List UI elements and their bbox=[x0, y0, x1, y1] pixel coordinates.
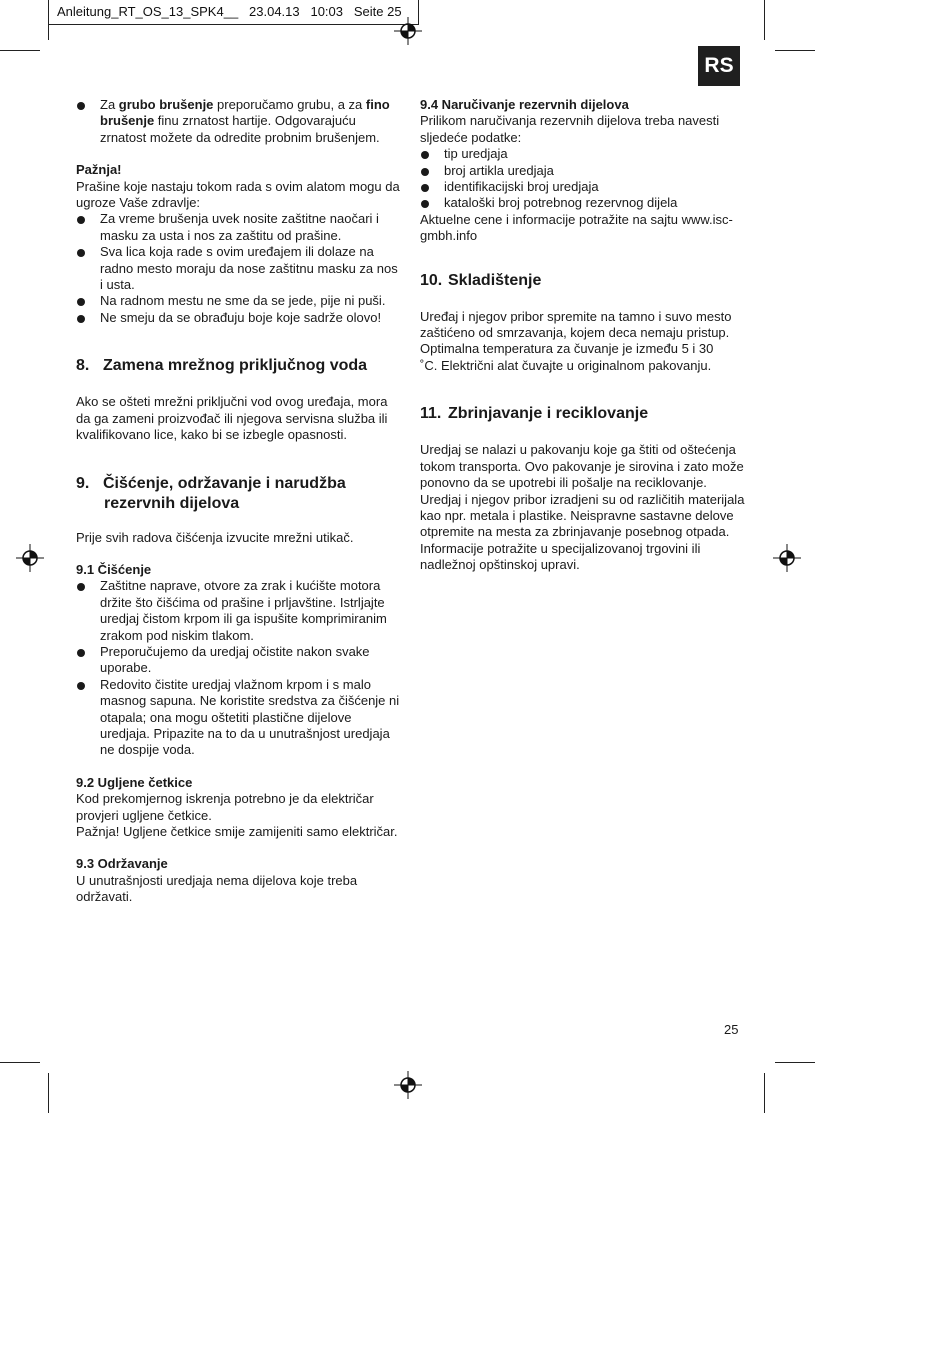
crop-mark bbox=[775, 50, 815, 51]
section-number: 10. bbox=[420, 271, 443, 289]
crop-mark bbox=[0, 1062, 40, 1063]
section-title-cont: rezervnih dijelova bbox=[104, 494, 240, 512]
section-10-text: Uređaj i njegov pribor spremite na tamno i suvo mesto zaštićeno od smrzavanja, kojem deca nemaju pristup. Optimalna temperatura za čuvanje je između 5 i 30 bbox=[420, 308, 732, 357]
caution-text: Prašine koje nastaju tokom rada s ovim alatom mogu da ugroze Vaše zdravlje: bbox=[76, 178, 400, 211]
slug-file: Anleitung_RT_OS_13_SPK4__ bbox=[57, 4, 239, 19]
section-title: Zamena mrežnog priključnog voda bbox=[103, 357, 368, 375]
list-item: Ne smeju da se obrađuju boje koje sadrže olovo! bbox=[76, 310, 400, 326]
section-11-heading bbox=[420, 404, 746, 424]
list-item: broj artikla uredjaja bbox=[420, 163, 746, 179]
crop-mark bbox=[48, 0, 49, 40]
registration-mark-icon bbox=[394, 17, 422, 45]
crop-mark bbox=[48, 1073, 49, 1113]
section-9-heading bbox=[76, 474, 400, 514]
crop-mark bbox=[764, 0, 765, 40]
section-number: 11. bbox=[420, 405, 442, 423]
registration-mark-icon bbox=[16, 544, 44, 572]
list-item: Preporučujemo da uredjaj očistite nakon svake uporabe. bbox=[76, 644, 400, 677]
section-number: 8. bbox=[76, 357, 90, 375]
section-9-intro: Prije svih radova čišćenja izvucite mrežni utikač. bbox=[76, 529, 354, 545]
language-badge: RS bbox=[698, 46, 740, 86]
subsection-9-3-title: 9.3 Održavanje bbox=[76, 856, 168, 872]
crop-mark bbox=[775, 1062, 815, 1063]
subsection-9-2-text: Pažnja! Ugljene četkice smije zamijeniti samo električar. bbox=[76, 824, 398, 839]
list-item: Zaštitne naprave, otvore za zrak i kućište motora držite što čišćima od prašine i prljavštine. Istrljajte uredjaj čistom krpom ili ga ispušite komprimiranim zrakom pod niskim tlakom. bbox=[76, 578, 400, 644]
section-8-text: Ako se ošteti mrežni priključni vod ovog uređaja, mora da ga zameni proizvođač ili njegova servisna služba ili kvalifikovano lice, kako bi se izbegle opasnosti. bbox=[76, 394, 388, 443]
crop-mark bbox=[764, 1073, 765, 1113]
registration-mark-icon bbox=[773, 544, 801, 572]
page-number: 25 bbox=[724, 1022, 739, 1037]
list-item: Za vreme brušenja uvek nosite zaštitne naočari i masku za usta i nos za zaštitu od prašine. bbox=[76, 211, 400, 244]
subsection-9-3-text: U unutrašnjosti uredjaja nema dijelova koje treba održavati. bbox=[76, 872, 358, 905]
cleaning-list bbox=[76, 578, 400, 758]
section-title: Čišćenje, održavanje i narudžba bbox=[103, 474, 346, 492]
registration-mark-icon bbox=[394, 1071, 422, 1099]
list-item: Redovito čistite uredjaj vlažnom krpom i s malo masnog sapuna. Ne koristite sredstva za čišćenje ni otapala; ona mogu oštetiti plastične dijelove uredjaja. Pripazite na to da u unutrašnjost uredjaja ne dospije voda. bbox=[76, 677, 400, 759]
subsection-9-2-title: 9.2 Ugljene četkice bbox=[76, 774, 193, 790]
intro-list bbox=[76, 97, 400, 146]
slug-date: 23.04.13 bbox=[249, 4, 300, 19]
list-item: Na radnom mestu ne sme da se jede, pije ni puši. bbox=[76, 293, 400, 309]
subsection-9-4-intro: Prilikom naručivanja rezervnih dijelova treba navesti sljedeće podatke: bbox=[420, 113, 720, 145]
subsection-9-1-title: 9.1 Čišćenje bbox=[76, 561, 152, 577]
section-title: Skladištenje bbox=[448, 271, 542, 289]
order-list bbox=[420, 146, 746, 212]
caution-title: Pažnja! bbox=[76, 162, 122, 178]
list-item: tip uredjaja bbox=[420, 146, 746, 162]
section-title: Zbrinjavanje i reciklovanje bbox=[448, 405, 649, 423]
list-item: identifikacijski broj uredjaja bbox=[420, 179, 746, 195]
subsection-9-4-title: 9.4 Naručivanje rezervnih dijelova bbox=[420, 97, 629, 112]
subsection-9-4-outro: Aktuelne cene i informacije potražite na sajtu www.isc-gmbh.info bbox=[420, 211, 733, 244]
section-number: 9. bbox=[76, 474, 90, 492]
list-item: Sva lica koja rade s ovim uređajem ili dolaze na radno mesto moraju da nose zaštitnu masku za nos i usta. bbox=[76, 244, 400, 293]
intro-text: Za bbox=[100, 97, 119, 112]
left-column bbox=[76, 97, 400, 906]
slug-time: 10:03 bbox=[310, 4, 344, 19]
section-10-text: ˚C. Električni alat čuvajte u originalnom pakovanju. bbox=[420, 357, 712, 373]
intro-text: finu zrnatost hartije. Odgovarajuću zrnatost možete da odredite probnim brušenjem. bbox=[100, 113, 380, 145]
list-item: kataloški broj potrebnog rezervnog dijela bbox=[420, 195, 746, 211]
intro-bold: grubo brušenje bbox=[118, 97, 214, 112]
section-10-heading bbox=[420, 271, 746, 291]
intro-bold: fino brušenje bbox=[100, 97, 390, 129]
right-column bbox=[420, 97, 746, 574]
slug-line bbox=[57, 4, 402, 19]
crop-mark bbox=[0, 50, 40, 51]
list-item bbox=[76, 97, 400, 146]
section-8-heading bbox=[76, 356, 400, 376]
caution-list bbox=[76, 211, 400, 326]
section-11-text: Uredjaj se nalazi u pakovanju koje ga štiti od oštećenja tokom transporta. Ovo pakovanje je sirovina i zato može ponovno da se upotrebi ili pošalje na reciklovanje. Uredjaj i njegov pribor izradjeni su od različitih materijala kao npr. metala i plastike. Neispravne sastavne delove otpremite na mesta za zbrinjavanje posebnog otpada. Informacije potražite u specijalizovanoj trgovini ili nadležnoj opštinskoj upravi. bbox=[420, 442, 745, 573]
subsection-9-2-text: Kod prekomjernog iskrenja potrebno je da električar provjeri ugljene četkice. bbox=[76, 791, 374, 823]
slug-page: Seite 25 bbox=[353, 4, 402, 19]
intro-text: preporučamo grubu, a za bbox=[213, 97, 366, 112]
